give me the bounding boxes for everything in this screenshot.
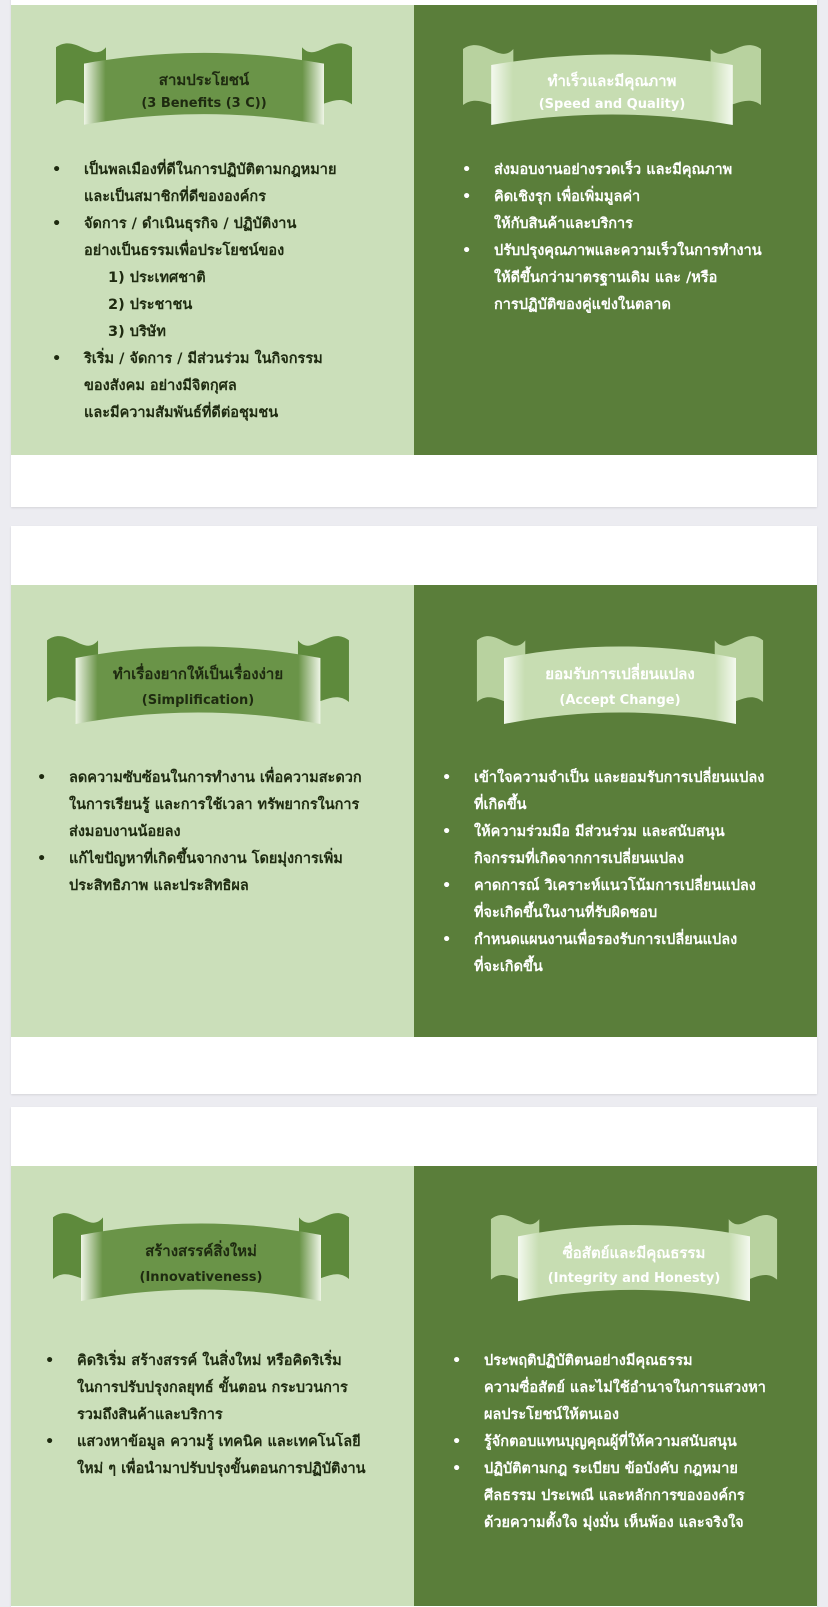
ribbon-banner xyxy=(54,33,354,135)
bullet-line: ใหม่ ๆ เพื่อนำมาปรับปรุงขั้นตอนการปฏิบัติงาน xyxy=(77,1461,366,1477)
panel-simplification xyxy=(11,585,414,1037)
slide-card-1 xyxy=(11,0,817,507)
bullet-item xyxy=(29,765,409,846)
bullet-dot-icon: • xyxy=(52,351,62,367)
bullet-line: กิจกรรมที่เกิดจากการเปลี่ยนแปลง xyxy=(474,851,684,867)
bullet-line: ของสังคม อย่างมีจิตกุศล xyxy=(84,378,237,394)
bullet-item xyxy=(434,765,814,819)
bullet-item xyxy=(29,846,409,900)
bullet-dot-icon: • xyxy=(442,878,452,894)
bullet-item xyxy=(454,157,814,184)
bullet-line: ที่จะเกิดขึ้น xyxy=(474,959,543,975)
bullet-dot-icon: • xyxy=(462,189,472,205)
bullet-item xyxy=(37,1348,411,1429)
panel-integrity-honesty xyxy=(414,1166,817,1606)
bullet-item xyxy=(444,1348,816,1429)
bullet-dot-icon: • xyxy=(442,824,452,840)
bullet-line: และมีความสัมพันธ์ที่ดีต่อชุมชน xyxy=(84,405,279,421)
ribbon-title: ทำเรื่องยากให้เป็นเรื่องง่าย xyxy=(112,665,284,683)
bullet-dot-icon: • xyxy=(37,851,47,867)
ribbon-title: สร้างสรรค์สิ่งใหม่ xyxy=(145,1242,257,1260)
bullet-list xyxy=(44,157,404,427)
bullet-line: ปรับปรุงคุณภาพและความเร็วในการทำงาน xyxy=(494,243,762,259)
ribbon-banner xyxy=(489,1204,779,1312)
bullet-item xyxy=(44,346,404,427)
bullet-list xyxy=(434,765,814,981)
bullet-item xyxy=(454,184,814,238)
numbered-sub-item: 2) ประชาชน xyxy=(108,297,193,313)
ribbon-subtitle: (Accept Change) xyxy=(559,693,681,708)
bullet-line: ความซื่อสัตย์ และไม่ใช้อำนาจในการแสวงหา xyxy=(484,1380,766,1396)
ribbon-subtitle: (3 Benefits (3 C)) xyxy=(141,96,267,111)
bullet-dot-icon: • xyxy=(52,216,62,232)
bullet-line: ประพฤติปฏิบัติตนอย่างมีคุณธรรม xyxy=(484,1353,693,1369)
bullet-line: อย่างเป็นธรรมเพื่อประโยชน์ของ xyxy=(84,243,285,259)
ribbon-title: ซื่อสัตย์และมีคุณธรรม xyxy=(562,1244,706,1262)
bullet-line: ส่งมอบงานอย่างรวดเร็ว และมีคุณภาพ xyxy=(494,162,733,178)
bullet-line: ที่จะเกิดขึ้นในงานที่รับผิดชอบ xyxy=(474,905,658,921)
bullet-line: แก้ไขปัญหาที่เกิดขึ้นจากงาน โดยมุ่งการเพิ่ม xyxy=(69,851,343,867)
panel-three-benefits xyxy=(11,5,414,455)
panel-speed-quality xyxy=(414,5,817,455)
ribbon-title: ทำเร็วและมีคุณภาพ xyxy=(547,72,677,90)
ribbon-banner xyxy=(475,625,765,735)
slide-card-2 xyxy=(11,526,817,1094)
bullet-line: คิดริเริ่ม สร้างสรรค์ ในสิ่งใหม่ หรือคิดริเริ่ม xyxy=(77,1353,342,1369)
panel-accept-change xyxy=(414,585,817,1037)
panel-innovativeness xyxy=(11,1166,414,1606)
bullet-line: ริเริ่ม / จัดการ / มีส่วนร่วม ในกิจกรรม xyxy=(84,351,323,367)
ribbon-title: สามประโยชน์ xyxy=(158,71,250,89)
ribbon-subtitle: (Innovativeness) xyxy=(139,1270,263,1285)
bullet-dot-icon: • xyxy=(52,162,62,178)
bullet-list xyxy=(37,1348,411,1483)
bullet-line: เป็นพลเมืองที่ดีในการปฏิบัติตามกฎหมาย xyxy=(84,162,337,178)
bullet-dot-icon: • xyxy=(442,770,452,786)
bullet-dot-icon: • xyxy=(462,243,472,259)
bullet-line: ประสิทธิภาพ และประสิทธิผล xyxy=(69,878,249,894)
bullet-line: แสวงหาข้อมูล ความรู้ เทคนิค และเทคโนโลยี xyxy=(77,1434,361,1450)
ribbon-title: ยอมรับการเปลี่ยนแปลง xyxy=(545,665,695,683)
bullet-line: ในการเรียนรู้ และการใช้เวลา ทรัพยากรในการ xyxy=(69,797,360,813)
bullet-item xyxy=(434,927,814,981)
bullet-line: คิดเชิงรุก เพื่อเพิ่มมูลค่า xyxy=(494,189,641,205)
ribbon-subtitle: (Simplification) xyxy=(141,693,255,708)
bullet-line: และเป็นสมาชิกที่ดีขององค์กร xyxy=(84,189,266,205)
bullet-dot-icon: • xyxy=(452,1434,462,1450)
bullet-line: ด้วยความตั้งใจ มุ่งมั่น เห็นพ้อง และจริงใจ xyxy=(484,1515,744,1531)
numbered-sub-item: 3) บริษัท xyxy=(108,324,166,340)
bullet-line: เข้าใจความจำเป็น และยอมรับการเปลี่ยนแปลง xyxy=(474,770,765,786)
bullet-item xyxy=(434,873,814,927)
bullet-dot-icon: • xyxy=(442,932,452,948)
slide-2 xyxy=(11,585,817,1037)
ribbon-subtitle: (Speed and Quality) xyxy=(538,97,686,112)
bullet-list xyxy=(454,157,814,319)
bullet-line: ส่งมอบงานน้อยลง xyxy=(69,824,181,840)
bullet-line: ให้ดีขึ้นกว่ามาตรฐานเดิม และ /หรือ xyxy=(494,270,718,286)
bullet-item xyxy=(444,1429,816,1456)
bullet-line: ในการปรับปรุงกลยุทธ์ ขั้นตอน กระบวนการ xyxy=(77,1380,348,1396)
bullet-line: ลดความซับซ้อนในการทำงาน เพื่อความสะดวก xyxy=(69,770,362,786)
numbered-sub-item: 1) ประเทศชาติ xyxy=(108,270,206,286)
bullet-item xyxy=(44,211,404,346)
ribbon-subtitle: (Integrity and Honesty) xyxy=(547,1271,721,1286)
bullet-line: กำหนดแผนงานเพื่อรองรับการเปลี่ยนแปลง xyxy=(474,932,738,948)
bullet-line: ปฏิบัติตามกฎ ระเบียบ ข้อบังคับ กฎหมาย xyxy=(484,1461,738,1477)
slide-1 xyxy=(11,5,817,455)
bullet-list xyxy=(444,1348,816,1537)
bullet-dot-icon: • xyxy=(45,1353,55,1369)
bullet-line: ให้กับสินค้าและบริการ xyxy=(494,216,633,232)
bullet-item xyxy=(37,1429,411,1483)
bullet-line: คาดการณ์ วิเคราะห์แนวโน้มการเปลี่ยนแปลง xyxy=(474,878,756,894)
bullet-dot-icon: • xyxy=(452,1461,462,1477)
bullet-item xyxy=(444,1456,816,1537)
bullet-dot-icon: • xyxy=(452,1353,462,1369)
bullet-line: ให้ความร่วมมือ มีส่วนร่วม และสนับสนุน xyxy=(474,824,725,840)
bullet-item xyxy=(454,238,814,319)
bullet-dot-icon: • xyxy=(462,162,472,178)
slide-card-3 xyxy=(11,1107,817,1607)
ribbon-banner xyxy=(51,1202,351,1312)
bullet-line: รู้จักตอบแทนบุญคุณผู้ที่ให้ความสนับสนุน xyxy=(484,1434,737,1450)
bullet-line: จัดการ / ดำเนินธุรกิจ / ปฏิบัติงาน xyxy=(84,216,297,232)
ribbon-banner xyxy=(461,35,763,135)
bullet-line: ที่เกิดขึ้น xyxy=(474,797,527,813)
bullet-line: ศีลธรรม ประเพณี และหลักการขององค์กร xyxy=(484,1488,745,1504)
bullet-dot-icon: • xyxy=(37,770,47,786)
bullet-line: ผลประโยชน์ให้ตนเอง xyxy=(484,1407,619,1423)
bullet-item xyxy=(44,157,404,211)
bullet-item xyxy=(434,819,814,873)
bullet-list xyxy=(29,765,409,900)
bullet-dot-icon: • xyxy=(45,1434,55,1450)
slide-3 xyxy=(11,1166,817,1606)
ribbon-banner xyxy=(45,625,351,735)
bullet-line: รวมถึงสินค้าและบริการ xyxy=(77,1407,223,1423)
bullet-line: การปฏิบัติของคู่แข่งในตลาด xyxy=(494,297,671,313)
